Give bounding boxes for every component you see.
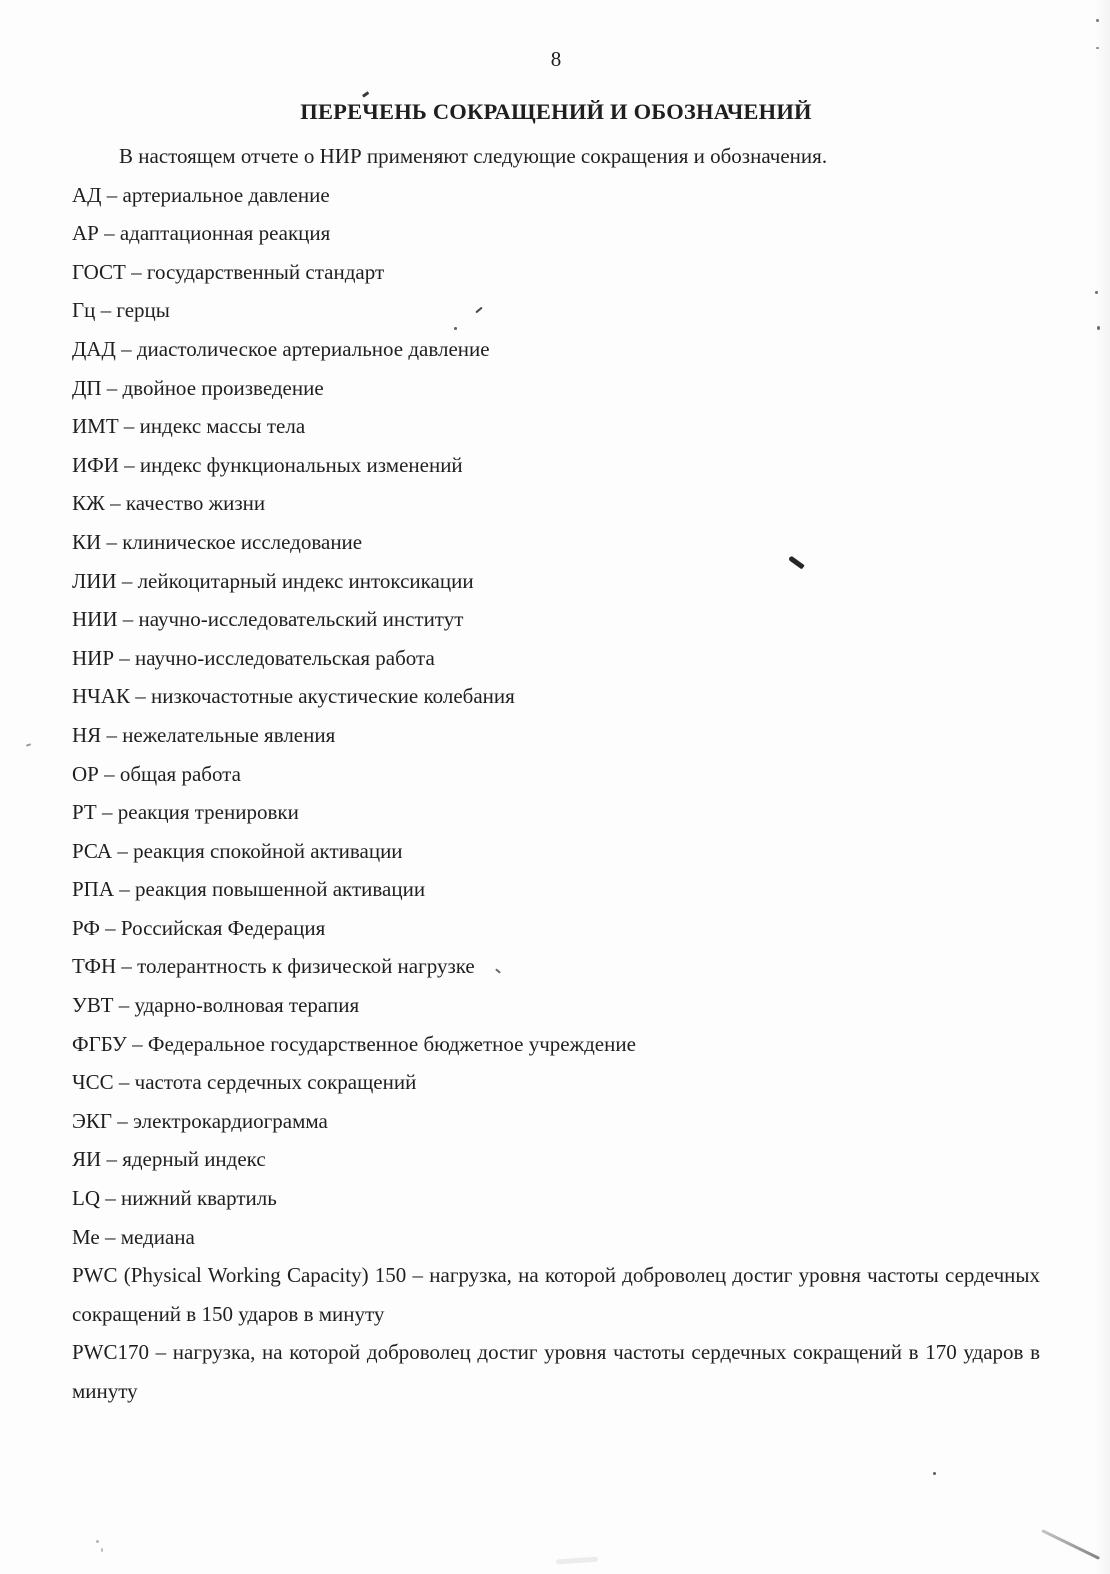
abbreviation-term: РТ bbox=[72, 800, 97, 825]
abbreviation-entry bbox=[72, 793, 1040, 832]
abbreviation-list bbox=[72, 176, 1040, 1257]
abbreviation-definition: – ядерный индекс bbox=[101, 1147, 266, 1172]
abbreviation-term: ЧСС bbox=[72, 1070, 114, 1095]
long-definition-paragraph: PWC170 – нагрузка, на которой доброволец достиг уровня частоты сердечных сокращений в 170 ударов в минуту bbox=[72, 1340, 1040, 1403]
abbreviation-definition: – реакция тренировки bbox=[96, 800, 299, 825]
abbreviation-entry bbox=[72, 484, 1040, 523]
abbreviation-term: ФГБУ bbox=[72, 1031, 127, 1056]
abbreviation-entry bbox=[72, 986, 1040, 1025]
abbreviation-term: УВТ bbox=[72, 993, 114, 1018]
abbreviation-definition: – частота сердечных сокращений bbox=[113, 1070, 417, 1095]
abbreviation-definition: – ударно-волновая терапия bbox=[113, 993, 360, 1018]
scan-artifact-slash bbox=[1041, 1529, 1100, 1559]
abbreviation-term: ДП bbox=[72, 375, 102, 400]
abbreviation-entry bbox=[72, 639, 1040, 678]
abbreviation-definition: – реакция повышенной активации bbox=[114, 877, 426, 902]
abbreviation-term: ДАД bbox=[72, 336, 116, 361]
scan-artifact-dot bbox=[1097, 326, 1100, 330]
abbreviation-term: РСА bbox=[72, 838, 113, 863]
abbreviation-definition: – клиническое исследование bbox=[101, 529, 363, 554]
abbreviation-entry bbox=[72, 1218, 1040, 1257]
abbreviation-definition: – двойное произведение bbox=[101, 375, 324, 400]
abbreviation-entry bbox=[72, 369, 1040, 408]
abbreviation-definition: – научно-исследовательский институт bbox=[117, 607, 464, 632]
abbreviation-term: АД bbox=[72, 182, 102, 207]
abbreviation-entry bbox=[72, 1063, 1040, 1102]
abbreviation-entry bbox=[72, 947, 1040, 986]
abbreviation-definition: – реакция спокойной активации bbox=[112, 838, 403, 863]
long-definitions bbox=[72, 1256, 1040, 1410]
abbreviation-definition: – диастолическое артериальное давление bbox=[115, 336, 490, 361]
abbreviation-definition: – индекс функциональных изменений bbox=[118, 452, 463, 477]
abbreviation-term: ОР bbox=[72, 761, 99, 786]
scan-artifact-dot bbox=[1096, 19, 1099, 22]
abbreviation-definition: – нежелательные явления bbox=[101, 722, 336, 747]
abbreviation-term: НИР bbox=[72, 645, 115, 670]
abbreviation-term: ТФН bbox=[72, 954, 117, 979]
abbreviation-term: КЖ bbox=[72, 491, 105, 516]
abbreviation-entry bbox=[72, 1025, 1040, 1064]
scan-artifact-dot bbox=[1096, 47, 1099, 49]
page-content bbox=[72, 45, 1040, 1411]
abbreviation-entry bbox=[72, 832, 1040, 871]
abbreviation-entry bbox=[72, 253, 1040, 292]
scan-artifact-speck bbox=[96, 1540, 99, 1543]
abbreviation-entry bbox=[72, 330, 1040, 369]
scan-artifact-smudge bbox=[556, 1557, 598, 1565]
abbreviation-entry bbox=[72, 1140, 1040, 1179]
abbreviation-definition: – артериальное давление bbox=[101, 182, 330, 207]
abbreviation-term: АР bbox=[72, 221, 99, 246]
abbreviation-definition: – нижний квартиль bbox=[100, 1186, 277, 1211]
abbreviation-entry bbox=[72, 214, 1040, 253]
abbreviation-entry bbox=[72, 716, 1040, 755]
abbreviation-term: Ме bbox=[72, 1224, 100, 1249]
abbreviation-term: ИМТ bbox=[72, 414, 119, 439]
abbreviation-definition: – качество жизни bbox=[104, 491, 266, 516]
abbreviation-definition: – низкочастотные акустические колебания bbox=[130, 684, 515, 709]
abbreviation-definition: – герцы bbox=[95, 298, 170, 323]
scan-artifact-dot bbox=[1095, 291, 1098, 294]
abbreviation-entry bbox=[72, 291, 1040, 330]
abbreviation-term: ГОСТ bbox=[72, 259, 126, 284]
abbreviation-term: ЯИ bbox=[72, 1147, 102, 1172]
abbreviation-term: РПА bbox=[72, 877, 115, 902]
abbreviation-entry bbox=[72, 909, 1040, 948]
abbreviation-definition: – общая работа bbox=[98, 761, 241, 786]
abbreviation-entry bbox=[72, 446, 1040, 485]
abbreviation-term: ЛИИ bbox=[72, 568, 117, 593]
scan-artifact-dot bbox=[933, 1472, 936, 1475]
abbreviation-term: НИИ bbox=[72, 607, 118, 632]
abbreviation-entry bbox=[72, 1102, 1040, 1141]
abbreviation-definition: – лейкоцитарный индекс интоксикации bbox=[116, 568, 474, 593]
abbreviation-entry bbox=[72, 176, 1040, 215]
abbreviation-definition: – государственный стандарт bbox=[125, 259, 385, 284]
abbreviation-term: НЯ bbox=[72, 722, 102, 747]
long-definition-paragraph: PWC (Physical Working Capacity) 150 – нагрузка, на которой доброволец достиг уровня частоты сердечных сокращений в 150 ударов в минуту bbox=[72, 1263, 1040, 1326]
abbreviation-entry bbox=[72, 523, 1040, 562]
abbreviation-entry bbox=[72, 755, 1040, 794]
abbreviation-entry bbox=[72, 562, 1040, 601]
abbreviation-entry bbox=[72, 870, 1040, 909]
abbreviation-term: ИФИ bbox=[72, 452, 119, 477]
abbreviation-entry bbox=[72, 407, 1040, 446]
page-title: ПЕРЕЧЕНЬ СОКРАЩЕНИЙ И ОБОЗНАЧЕНИЙ bbox=[300, 99, 812, 124]
abbreviation-definition: – толерантность к физической нагрузке bbox=[116, 954, 475, 979]
abbreviation-entry bbox=[72, 677, 1040, 716]
abbreviation-term: НЧАК bbox=[72, 684, 130, 709]
scan-artifact-speck bbox=[101, 1548, 103, 1552]
abbreviation-entry bbox=[72, 1179, 1040, 1218]
abbreviation-term: КИ bbox=[72, 529, 102, 554]
abbreviation-definition: – медиана bbox=[99, 1224, 195, 1249]
abbreviation-definition: – Федеральное государственное бюджетное учреждение bbox=[126, 1031, 636, 1056]
abbreviation-term: Гц bbox=[72, 298, 96, 323]
intro-paragraph: В настоящем отчете о НИР применяют следующие сокращения и обозначения. bbox=[119, 144, 828, 168]
abbreviation-entry bbox=[72, 600, 1040, 639]
abbreviation-term: LQ bbox=[72, 1186, 100, 1211]
abbreviation-definition: – электрокардиограмма bbox=[112, 1108, 328, 1133]
abbreviation-definition: – Российская Федерация bbox=[99, 915, 326, 940]
page-number: 8 bbox=[550, 47, 562, 71]
abbreviation-term: РФ bbox=[72, 915, 100, 940]
abbreviation-definition: – индекс массы тела bbox=[118, 414, 306, 439]
abbreviation-definition: – научно-исследовательская работа bbox=[114, 645, 435, 670]
abbreviation-definition: – адаптационная реакция bbox=[98, 221, 331, 246]
scan-artifact-dash bbox=[26, 743, 31, 746]
scan-edge-shade bbox=[1094, 0, 1110, 1574]
abbreviation-term: ЭКГ bbox=[72, 1108, 113, 1133]
